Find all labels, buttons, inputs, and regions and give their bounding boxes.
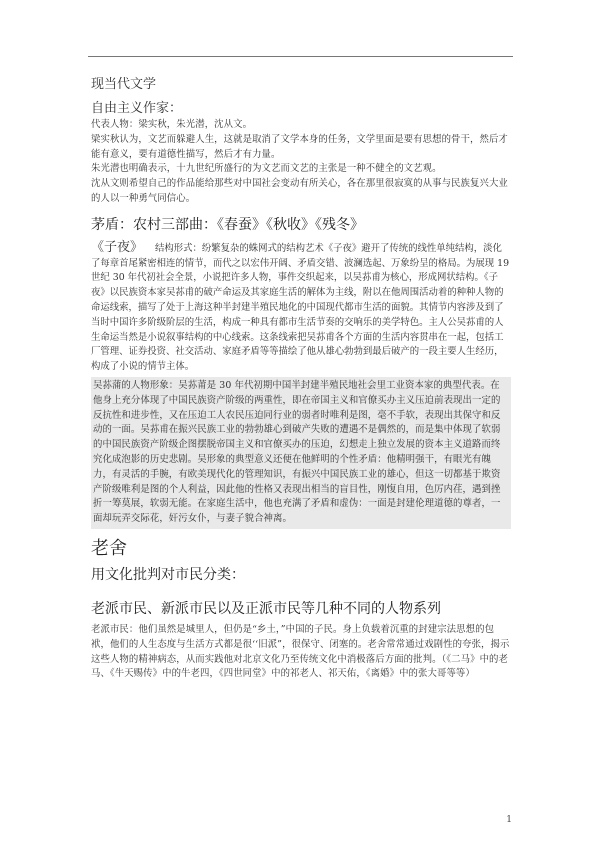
liberal-line-3: 朱光潜也明确表示，十九世纪所盛行的为文艺而文艺的主张是一种不健全的文艺观。 <box>91 163 442 175</box>
liberal-line-1: 代表人物：梁实秋，朱光潜，沈从文。 <box>91 119 253 130</box>
laoshe-heading: 老舍 <box>91 537 127 559</box>
ziye-text: 结构形式：纷繁复杂的蛛网式的结构艺术《子夜》避开了传统的线性单纯结构，淡化了每章首尾紧密相连的情节，而代之以宏伟开阔、矛盾交错、波澜选起、万象纷呈的格局。为展现 19 世纪 30 年代初社会全景，小说把许多人物，事件交织起来，以吴荪甫为核心，形成网状结构。《子夜》以民族资本家吴荪甫的破产命运及其家庭生活的解体为主线，附以在他周围活动着的种种人物的命运线索，描写了处于上海这种半封建半殖民地化的中国现代都市生活的面貌。其情节内容涉及到了当时中国许多阶级阶层的生活，构成一种具有都市生活节奏的交响乐的美学特色。主人公吴荪甫的人生命运当然是小说叙事结构的中心线索。这条线索把吴荪甫各个方面的生活内容贯串在一起，包括工厂管理、证券投资、社交活动、家庭矛盾等等描绘了他从雄心勃勃到最后破产的一段主要人生经历，构成了小说的情节主体。 <box>91 242 510 373</box>
liberal-line-4: 沈从文则希望自己的作品能给那些对中国社会变动有所关心，各在那里很寂寞的从事与民族复兴大业的人以一种勇气同信心。 <box>91 178 508 204</box>
ziye-paragraph <box>91 241 511 375</box>
wu-character-text: 吴荪蒲的人物形象：吴荪莆是 30 年代初期中国半封建半殖民地社会里工业资本家的典型代表。在他身上充分体现了中国民族资产阶级的两重性，即在帝国主义和官僚买办主义压迫前表现出一定的反抗性和进步性，又在压迫工人农民压迫同行业的弱者时唯利是图，毫不手软，表现出其保守和反动的一面。吴荪甫在振兴民族工业的勃勃雄心到破产失败的遭遇不是偶然的，而是集中体现了软弱的中国民族资产阶级企图摆脱帝国主义和官僚买办的压迫，幻想走上独立发展的资本主义道路而终究化成泡影的历史悲剧。吴形象的典型意义还便在他鲜明的个性矛盾：他精明强干，有眼光有魄力，有灵活的手腕，有欧美现代化的管理知识，有振兴中国民族工业的雄心，但这一切都基于欺资产阶级唯利是图的个人利益，因此他的性格又表现出相当的盲目性，刚愎自用，色厉内荏，遇到挫折一筹莫展，软弱无能。在家庭生活中，他也充满了矛盾和虚伪：一面是封建伦理道德的尊者，一面却玩弄交际花，奸污女仆，与妻子貌合神离。 <box>93 379 501 525</box>
wu-character-box <box>91 377 511 529</box>
page-number: 1 <box>506 815 512 825</box>
maodun-heading: 茅盾：农村三部曲：《春蚕》《秋收》《残冬》 <box>91 216 364 233</box>
laoshe-series-title: 老派市民、新派市民以及正派市民等几种不同的人物系列 <box>91 600 441 617</box>
section-title: 现当代文学 <box>91 77 157 92</box>
liberal-line-2: 梁实秋认为，文艺而躲避人生，这就是取消了文学本身的任务，文学里面是要有思想的骨干，然后才能有意义，要有道德性描写，然后才有力量。 <box>91 133 508 160</box>
page-content <box>91 70 511 682</box>
liberal-heading: 自由主义作家： <box>91 101 183 116</box>
ziye-title: 《子夜》 <box>91 239 144 255</box>
old-citizen-text: 老派市民：他们虽然是城里人，但仍是“乡土，”中国的子民。身上负载着沉重的封建宗法思想的包袱，他们的人生态度与生活方式都是很‘‘旧派”，很保守、闭塞的。老舍常常通过戏剧性的夸张，揭示这些人物的精神病态，从而实践他对北京文化乃至传统文化中消极落后方面的批判。（《二马》中的老马、《牛天赐传》中的牛老四，《四世同堂》中的祁老人、祁天佑，《离婚》中的张大哥等等） <box>91 623 510 680</box>
laoshe-sub-heading: 用文化批判对市民分类： <box>91 566 245 583</box>
header-rule <box>88 56 513 57</box>
